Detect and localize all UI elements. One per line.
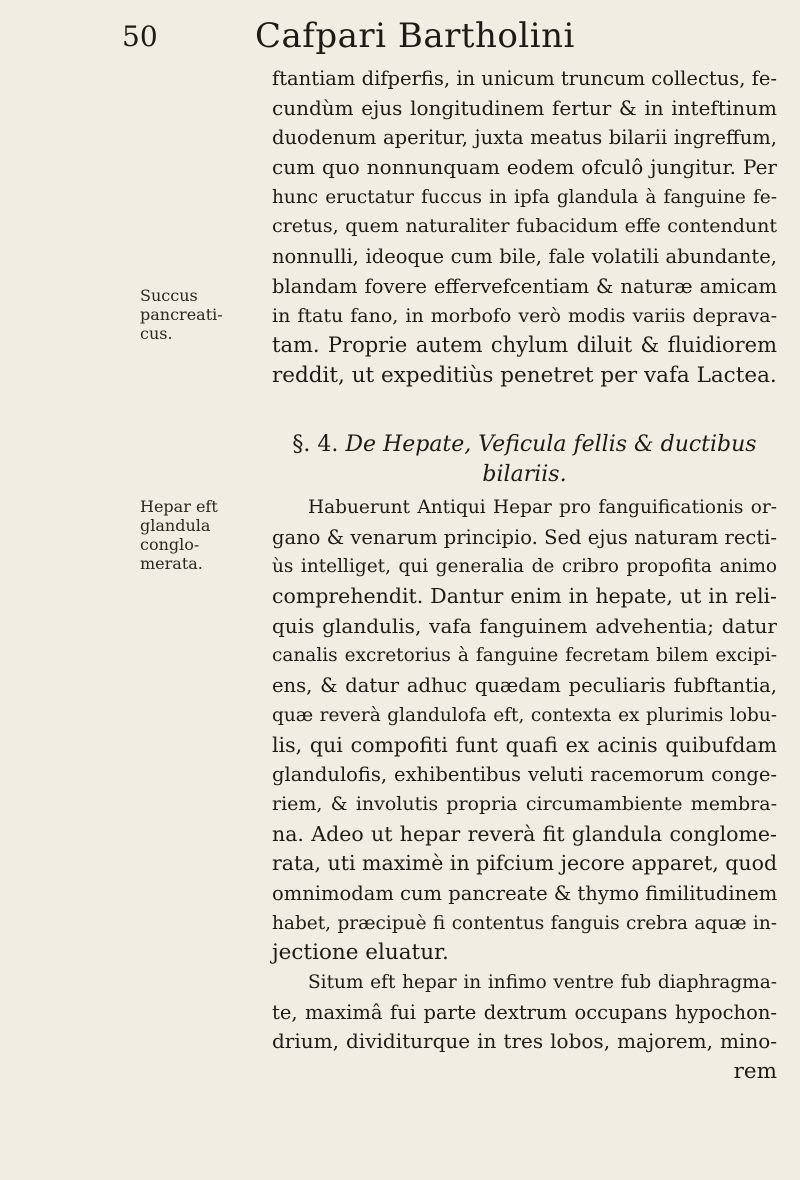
margin-note-line: Succus [140,286,198,305]
margin-note-line: conglo- [140,535,200,554]
margin-note-line: merata. [140,554,203,573]
text-line: lis, qui compofiti funt quafi ex acinis quibufdam [272,732,777,757]
text-line: omnimodam cum pancreate & thymo fimilitudinem [272,881,778,905]
running-head: Cafpari Bartholini [255,16,575,56]
text-line: ens, & datur adhuc quædam peculiaris fubftantia, [272,674,777,698]
text-line: quæ reverà glandulofa eft, contexta ex plurimis lobu- [272,704,777,726]
text-line: cum quo nonnunquam eodem ofculô jungitur. Per [272,155,777,180]
section-title-cont: bilariis. [482,462,567,487]
section-heading [272,430,777,490]
text-line: ùs intelliget, qui generalia de cribro propofita animo [272,556,777,578]
margin-note-line: glandula [140,516,211,535]
text-line: glandulofis, exhibentibus veluti racemorum conge- [272,763,777,787]
margin-note-line: cus. [140,324,173,343]
section-number: §. 4. [292,432,339,457]
text-line: cretus, quem naturaliter fubacidum effe contendunt [272,215,777,238]
text-line: quis glandulis, vafa fanguinem advehentia; datur [272,613,777,638]
text-line: rata, uti maximè in pifcium jecore apparet, quod [272,851,778,876]
margin-note-hepar [140,497,218,573]
text-line: riem, & involutis propria circumambiente membra- [272,792,777,815]
text-line: hunc eructatur fuccus in ipfa glandula à fanguine fe- [272,186,777,208]
text-line: te, maximâ fui parte dextrum occupans hypochon- [272,1000,777,1024]
text-line: in ftatu fano, in morbofo verò modis variis deprava- [272,304,777,327]
margin-note-line: Hepar eft [140,497,218,516]
text-line: tam. Proprie autem chylum diluit & fluidiorem [272,333,777,358]
margin-note-succus [140,286,223,343]
text-line: jectione eluatur. [272,940,449,966]
text-line: blandam fovere effervefcentiam & naturæ amicam [272,274,777,298]
text-line: Situm eft hepar in infimo ventre fub diaphragma- [308,972,777,993]
text-line: duodenum aperitur, juxta meatus bilarii ingreffum, [272,126,777,150]
page-number: 50 [122,20,158,53]
text-line: Habuerunt Antiqui Hepar pro fanguificationis or- [308,497,777,518]
text-line: ftantiam difperfis, in unicum truncum collectus, fe- [272,67,778,90]
text-line: reddit, ut expeditiùs penetret per vafa Lactea. [272,362,777,388]
text-line: habet, præcipuè fi contentus fanguis crebra aquæ in- [272,912,777,934]
catchword: rem [733,1059,777,1085]
text-line: canalis excretorius à fanguine fecretam bilem excipi- [272,645,777,667]
text-line: na. Adeo ut hepar reverà fit glandula conglome- [272,821,777,846]
margin-note-line: pancreati- [140,305,223,324]
text-line: drium, dividiturque in tres lobos, majorem, mino- [272,1029,777,1054]
section-title: De Hepate, Veficula fellis & ductibus [345,432,757,457]
paragraph-pancreas [272,64,777,391]
text-line: comprehendit. Dantur enim in hepate, ut in reli- [272,584,777,609]
text-line: gano & venarum principio. Sed ejus naturam recti- [272,525,777,549]
text-line: cundùm ejus longitudinem fertur & in inteftinum [272,95,777,120]
paragraph-hepar [272,493,777,1087]
text-line: nonnulli, ideoque cum bile, fale volatili abundante, [272,245,777,269]
